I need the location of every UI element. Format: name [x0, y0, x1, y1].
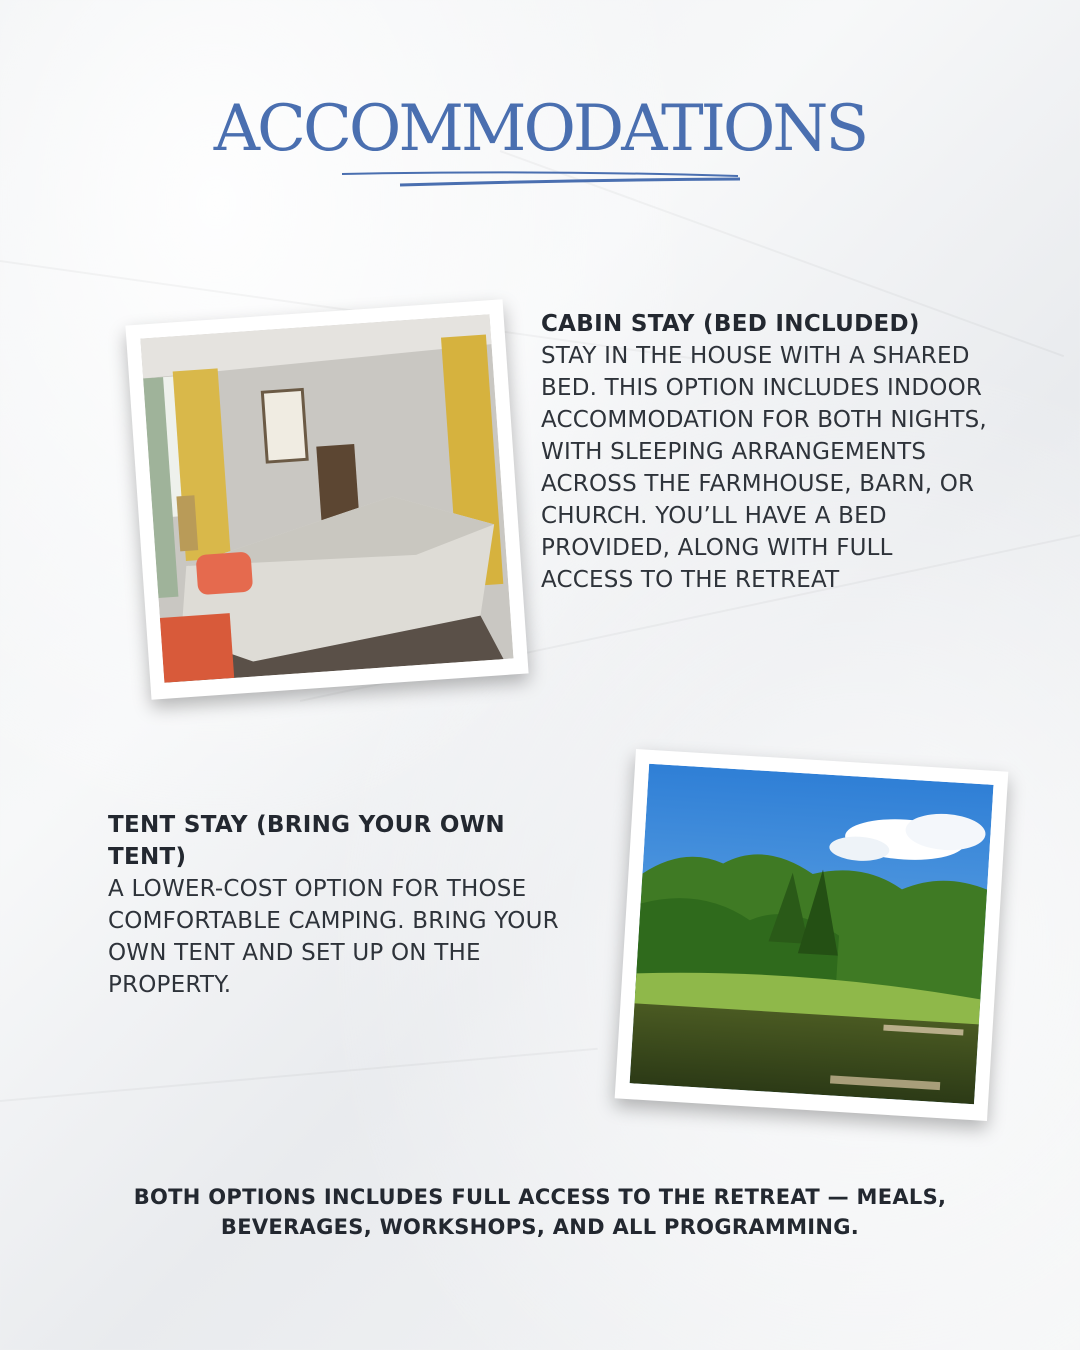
tent-heading: TENT STAY (BRING YOUR OWN TENT): [108, 812, 505, 870]
title-underline: [340, 168, 740, 190]
cabin-photo: [125, 299, 528, 699]
footer-note: BOTH OPTIONS INCLUDES FULL ACCESS TO THE RETREAT — MEALS, BEVERAGES, WORKSHOPS, AND ALL PROGRAMMING.: [133, 1185, 947, 1239]
page-title: ACCOMMODATIONS: [213, 92, 867, 166]
cabin-section: [541, 308, 991, 596]
paper-crease: [0, 1048, 598, 1102]
tent-description: A LOWER-COST OPTION FOR THOSE COMFORTABLE CAMPING. BRING YOUR OWN TENT AND SET UP ON THE PROPERTY.: [108, 876, 559, 998]
cabin-heading: CABIN STAY (BED INCLUDED): [541, 311, 920, 337]
tent-photo: [615, 749, 1009, 1121]
pond-landscape-image: [630, 764, 994, 1104]
bedroom-image: [140, 314, 513, 683]
cabin-description: STAY IN THE HOUSE WITH A SHARED BED. THIS OPTION INCLUDES INDOOR ACCOMMODATION FOR BOTH NIGHTS, WITH SLEEPING ARRANGEMENTS ACROSS THE FARMHOUSE, BARN, OR CHURCH. YOU’LL HAVE A BED PROVIDED, ALONG WITH FULL ACCESS TO THE RETREAT: [541, 343, 987, 593]
tent-section: [108, 809, 578, 1001]
